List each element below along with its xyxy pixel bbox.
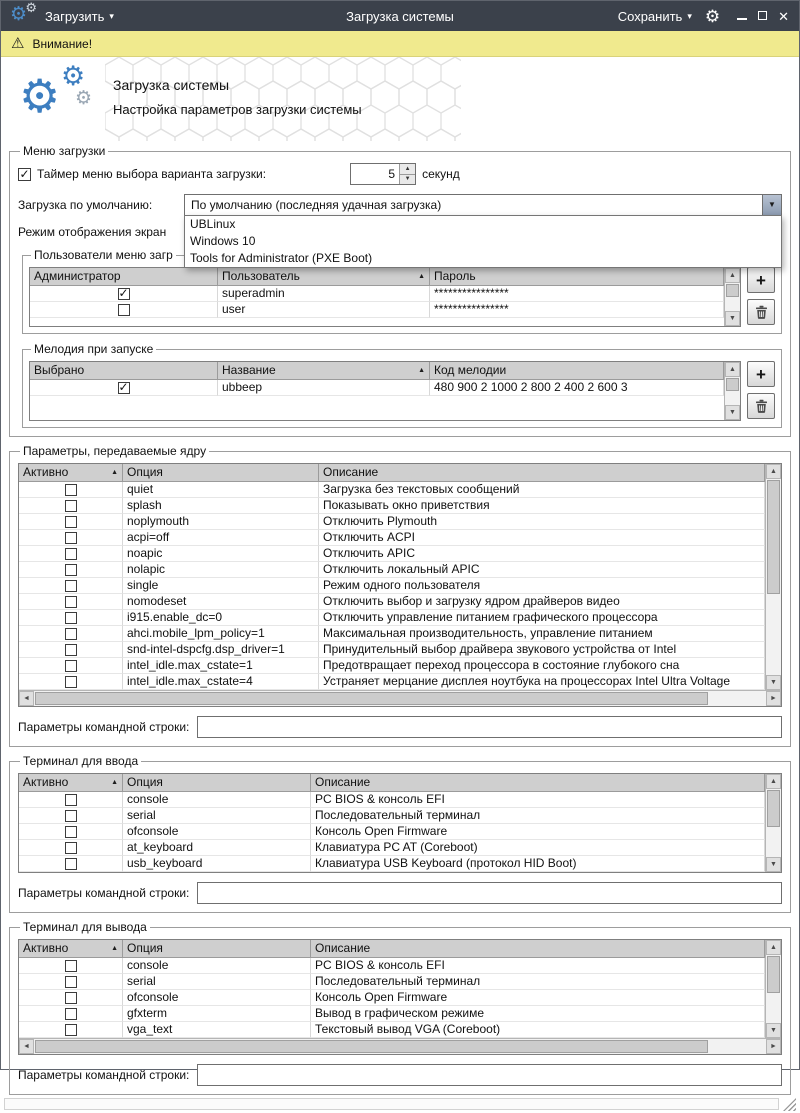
option-cell[interactable]: serial bbox=[123, 808, 311, 824]
default-boot-label: Загрузка по умолчанию: bbox=[18, 198, 178, 212]
melody-name-cell[interactable]: ubbeep bbox=[218, 380, 430, 396]
option-cell[interactable]: nomodeset bbox=[123, 594, 319, 610]
scroll-left-button[interactable] bbox=[19, 691, 34, 706]
active-cell[interactable] bbox=[19, 610, 123, 626]
column-header-option[interactable]: Опция bbox=[123, 774, 311, 792]
column-header-option[interactable]: Опция bbox=[123, 940, 311, 958]
active-cell[interactable] bbox=[19, 990, 123, 1006]
terminal-option-checkbox[interactable] bbox=[65, 794, 77, 806]
gear-icon: ⚙ bbox=[75, 89, 92, 108]
dropdown-option[interactable]: UBLinux bbox=[185, 216, 781, 233]
minimize-button[interactable] bbox=[737, 9, 747, 23]
column-header-password[interactable]: Пароль bbox=[430, 268, 724, 286]
sort-asc-icon: ▲ bbox=[111, 779, 118, 786]
active-cell[interactable] bbox=[19, 808, 123, 824]
terminal-option-checkbox[interactable] bbox=[65, 976, 77, 988]
kernel-option-checkbox[interactable] bbox=[65, 516, 77, 528]
scrollbar-track[interactable] bbox=[34, 1039, 766, 1054]
terminal-option-checkbox[interactable] bbox=[65, 826, 77, 838]
sort-asc-icon: ▲ bbox=[111, 945, 118, 952]
terminal-option-checkbox[interactable] bbox=[65, 960, 77, 972]
minimize-icon bbox=[737, 18, 747, 20]
option-cell[interactable]: acpi=off bbox=[123, 530, 319, 546]
description-cell[interactable]: Отключить ACPI bbox=[319, 530, 765, 546]
timer-unit-label: секунд bbox=[422, 167, 460, 181]
active-cell[interactable] bbox=[19, 562, 123, 578]
description-cell[interactable]: Консоль Open Firmware bbox=[311, 990, 765, 1006]
dropdown-option[interactable]: Windows 10 bbox=[185, 233, 781, 250]
titlebar bbox=[1, 1, 799, 31]
vertical-scrollbar[interactable] bbox=[765, 464, 781, 690]
description-cell[interactable]: Текстовый вывод VGA (Coreboot) bbox=[311, 1022, 765, 1038]
scrollbar-thumb[interactable] bbox=[726, 378, 739, 391]
gear-icon: ⚙ bbox=[19, 73, 60, 119]
active-cell[interactable] bbox=[19, 658, 123, 674]
description-cell[interactable]: Клавиатура PC AT (Coreboot) bbox=[311, 840, 765, 856]
option-cell[interactable]: splash bbox=[123, 498, 319, 514]
terminal-option-checkbox[interactable] bbox=[65, 810, 77, 822]
kernel-option-checkbox[interactable] bbox=[65, 596, 77, 608]
trash-icon bbox=[755, 399, 768, 413]
scrollbar-thumb[interactable] bbox=[767, 790, 780, 827]
hexagon-pattern-decoration bbox=[105, 57, 461, 141]
column-header-description[interactable]: Описание bbox=[311, 940, 765, 958]
active-cell[interactable] bbox=[19, 482, 123, 498]
cmdline-label: Параметры командной строки: bbox=[18, 886, 189, 900]
description-cell[interactable]: Консоль Open Firmware bbox=[311, 824, 765, 840]
password-cell[interactable]: **************** bbox=[430, 302, 724, 318]
column-header-admin[interactable]: Администратор bbox=[30, 268, 218, 286]
timer-checkbox[interactable] bbox=[18, 168, 31, 181]
active-cell[interactable] bbox=[19, 578, 123, 594]
kernel-params-legend: Параметры, передаваемые ядру bbox=[20, 444, 209, 458]
melody-checkbox[interactable] bbox=[118, 382, 130, 394]
kernel-option-checkbox[interactable] bbox=[65, 580, 77, 592]
column-header-user[interactable]: Пользователь ▲ bbox=[218, 268, 430, 286]
description-cell[interactable]: Максимальная производительность, управление питанием bbox=[319, 626, 765, 642]
scroll-down-button[interactable] bbox=[725, 405, 740, 420]
app-logo-gears-icon bbox=[11, 4, 37, 28]
scrollbar-track[interactable] bbox=[766, 955, 781, 1023]
input-terminal-section bbox=[9, 754, 791, 913]
description-cell[interactable]: PC BIOS & консоль EFI bbox=[311, 792, 765, 808]
kernel-params-section bbox=[9, 444, 791, 747]
scrollbar-thumb[interactable] bbox=[767, 956, 780, 993]
terminal-option-checkbox[interactable] bbox=[65, 858, 77, 870]
kernel-option-checkbox[interactable] bbox=[65, 484, 77, 496]
scrollbar-thumb[interactable] bbox=[35, 692, 708, 705]
option-cell[interactable]: usb_keyboard bbox=[123, 856, 311, 872]
scroll-up-button[interactable] bbox=[725, 268, 740, 283]
active-cell[interactable] bbox=[19, 974, 123, 990]
option-cell[interactable]: quiet bbox=[123, 482, 319, 498]
admin-cell[interactable] bbox=[30, 286, 218, 302]
description-cell[interactable]: Отключить APIC bbox=[319, 546, 765, 562]
add-user-button[interactable] bbox=[747, 267, 775, 293]
output-terminal-section bbox=[9, 920, 791, 1095]
active-cell[interactable] bbox=[19, 958, 123, 974]
option-cell[interactable]: gfxterm bbox=[123, 1006, 311, 1022]
gear-icon: ⚙ bbox=[61, 63, 85, 90]
boot-users-legend: Пользователи меню загр bbox=[31, 248, 176, 262]
melody-legend: Мелодия при запуске bbox=[31, 342, 156, 356]
kernel-params-table bbox=[18, 463, 782, 707]
delete-melody-button[interactable] bbox=[747, 393, 775, 419]
kernel-option-checkbox[interactable] bbox=[65, 612, 77, 624]
option-cell[interactable]: single bbox=[123, 578, 319, 594]
column-header-description[interactable]: Описание bbox=[319, 464, 765, 482]
active-cell[interactable] bbox=[19, 514, 123, 530]
terminal-option-checkbox[interactable] bbox=[65, 1008, 77, 1020]
cmdline-label: Параметры командной строки: bbox=[18, 1068, 189, 1082]
melody-section bbox=[22, 342, 782, 428]
spinner-up-button[interactable]: ▲ bbox=[400, 164, 415, 175]
output-terminal-legend: Терминал для вывода bbox=[20, 920, 150, 934]
output-terminal-table bbox=[18, 939, 782, 1055]
active-cell[interactable] bbox=[19, 792, 123, 808]
maximize-button[interactable] bbox=[758, 9, 767, 23]
close-button[interactable]: ✕ bbox=[778, 10, 789, 23]
scroll-up-button[interactable] bbox=[766, 464, 781, 479]
boot-menu-section bbox=[9, 144, 791, 437]
active-cell[interactable] bbox=[19, 594, 123, 610]
active-cell[interactable] bbox=[19, 546, 123, 562]
admin-checkbox[interactable] bbox=[118, 304, 130, 316]
sort-asc-icon: ▲ bbox=[111, 469, 118, 476]
status-bar bbox=[1, 1095, 799, 1113]
kernel-option-checkbox[interactable] bbox=[65, 676, 77, 688]
user-cell[interactable]: user bbox=[218, 302, 430, 318]
scroll-down-button[interactable] bbox=[766, 1023, 781, 1038]
page-title: Загрузка системы bbox=[113, 77, 229, 93]
option-cell[interactable]: console bbox=[123, 958, 311, 974]
scroll-down-button[interactable] bbox=[725, 311, 740, 326]
description-cell[interactable]: Клавиатура USB Keyboard (протокол HID Boot) bbox=[311, 856, 765, 872]
kernel-option-checkbox[interactable] bbox=[65, 564, 77, 576]
terminal-option-checkbox[interactable] bbox=[65, 1024, 77, 1036]
save-menu-label: Сохранить bbox=[618, 9, 683, 24]
titlebar-right bbox=[454, 8, 789, 25]
description-cell[interactable]: Загрузка без текстовых сообщений bbox=[319, 482, 765, 498]
melody-selected-cell[interactable] bbox=[30, 380, 218, 396]
melody-table-area bbox=[29, 361, 775, 421]
sort-asc-icon: ▲ bbox=[418, 367, 425, 374]
option-cell[interactable]: ofconsole bbox=[123, 990, 311, 1006]
combobox-dropdown-button[interactable] bbox=[762, 195, 781, 215]
trash-icon bbox=[755, 305, 768, 319]
input-terminal-table bbox=[18, 773, 782, 873]
scroll-right-button[interactable] bbox=[766, 1039, 781, 1054]
option-cell[interactable]: console bbox=[123, 792, 311, 808]
active-cell[interactable] bbox=[19, 498, 123, 514]
maximize-icon bbox=[758, 11, 767, 20]
load-menu-label: Загрузить bbox=[45, 9, 104, 24]
option-cell[interactable]: noplymouth bbox=[123, 514, 319, 530]
description-cell[interactable]: Принудительный выбор драйвера звукового устройства от Intel bbox=[319, 642, 765, 658]
column-header-option[interactable]: Опция bbox=[123, 464, 319, 482]
description-cell[interactable]: Отключить локальный APIC bbox=[319, 562, 765, 578]
active-cell[interactable] bbox=[19, 674, 123, 690]
description-cell[interactable]: Отключить Plymouth bbox=[319, 514, 765, 530]
timer-value: 5 bbox=[351, 164, 399, 184]
main-content bbox=[1, 141, 799, 1095]
timer-label: Таймер меню выбора варианта загрузки: bbox=[37, 167, 266, 181]
melody-code-cell[interactable]: 480 900 2 1000 2 800 2 400 2 600 3 bbox=[430, 380, 724, 396]
terminal-option-checkbox[interactable] bbox=[65, 842, 77, 854]
admin-cell[interactable] bbox=[30, 302, 218, 318]
active-cell[interactable] bbox=[19, 626, 123, 642]
scroll-up-button[interactable] bbox=[725, 362, 740, 377]
kernel-option-checkbox[interactable] bbox=[65, 500, 77, 512]
vertical-scrollbar[interactable] bbox=[765, 940, 781, 1038]
scrollbar-track[interactable] bbox=[725, 283, 740, 311]
scrollbar-track[interactable] bbox=[766, 789, 781, 857]
settings-gear-icon[interactable]: ⚙ bbox=[705, 8, 720, 25]
active-cell[interactable] bbox=[19, 824, 123, 840]
horizontal-scrollbar[interactable] bbox=[19, 1038, 781, 1054]
dropdown-arrow-icon: ▼ bbox=[768, 201, 776, 209]
column-header-melody-code[interactable]: Код мелодии bbox=[430, 362, 724, 380]
gear-icon: ⚙ bbox=[25, 1, 37, 14]
option-cell[interactable]: at_keyboard bbox=[123, 840, 311, 856]
active-cell[interactable] bbox=[19, 1006, 123, 1022]
input-terminal-cmdline-input[interactable] bbox=[197, 882, 782, 904]
terminal-option-checkbox[interactable] bbox=[65, 992, 77, 1004]
default-boot-combo-wrap bbox=[184, 194, 782, 216]
column-header-selected[interactable]: Выбрано bbox=[30, 362, 218, 380]
default-boot-value: По умолчанию (последняя удачная загрузка) bbox=[185, 198, 762, 212]
delete-user-button[interactable] bbox=[747, 299, 775, 325]
option-cell[interactable]: serial bbox=[123, 974, 311, 990]
default-boot-combobox[interactable] bbox=[184, 194, 782, 216]
description-cell[interactable]: Последовательный терминал bbox=[311, 808, 765, 824]
output-terminal-cmdline-input[interactable] bbox=[197, 1064, 782, 1086]
column-header-description[interactable]: Описание bbox=[311, 774, 765, 792]
input-terminal-cmdline-row bbox=[18, 882, 782, 904]
column-header-name[interactable]: Название ▲ bbox=[218, 362, 430, 380]
description-cell[interactable]: Показывать окно приветствия bbox=[319, 498, 765, 514]
scrollbar-track[interactable] bbox=[34, 691, 766, 706]
timer-row bbox=[18, 163, 782, 185]
users-table bbox=[29, 267, 741, 327]
option-cell[interactable]: intel_idle.max_cstate=4 bbox=[123, 674, 319, 690]
scrollbar-thumb[interactable] bbox=[726, 284, 739, 297]
column-header-active[interactable]: Активно ▲ bbox=[19, 464, 123, 482]
scroll-up-button[interactable] bbox=[766, 940, 781, 955]
password-cell[interactable]: **************** bbox=[430, 286, 724, 302]
kernel-cmdline-input[interactable] bbox=[197, 716, 782, 738]
users-table-area bbox=[29, 267, 775, 327]
default-boot-dropdown-list bbox=[184, 215, 782, 268]
description-cell[interactable]: Вывод в графическом режиме bbox=[311, 1006, 765, 1022]
scroll-left-button[interactable] bbox=[19, 1039, 34, 1054]
kernel-option-checkbox[interactable] bbox=[65, 644, 77, 656]
timer-spinbox[interactable] bbox=[350, 163, 416, 185]
scrollbar-thumb[interactable] bbox=[767, 480, 780, 594]
kernel-cmdline-row bbox=[18, 716, 782, 738]
melody-buttons bbox=[747, 361, 775, 419]
warning-icon: ⚠ bbox=[11, 36, 24, 51]
active-cell[interactable] bbox=[19, 530, 123, 546]
plus-icon: + bbox=[756, 366, 766, 383]
column-header-active[interactable]: Активно ▲ bbox=[19, 940, 123, 958]
scroll-down-button[interactable] bbox=[766, 675, 781, 690]
option-cell[interactable]: i915.enable_dc=0 bbox=[123, 610, 319, 626]
scroll-up-button[interactable] bbox=[766, 774, 781, 789]
titlebar-left bbox=[11, 4, 346, 28]
column-header-active[interactable]: Активно ▲ bbox=[19, 774, 123, 792]
admin-checkbox[interactable] bbox=[118, 288, 130, 300]
plus-icon: + bbox=[756, 272, 766, 289]
melody-table bbox=[29, 361, 741, 421]
option-cell[interactable]: intel_idle.max_cstate=1 bbox=[123, 658, 319, 674]
spinner-down-button[interactable]: ▼ bbox=[400, 175, 415, 185]
description-cell[interactable]: Отключить выбор и загрузку ядром драйверов видео bbox=[319, 594, 765, 610]
display-mode-label: Режим отображения экран bbox=[18, 225, 166, 239]
vertical-scrollbar[interactable] bbox=[724, 362, 740, 420]
description-cell[interactable]: Режим одного пользователя bbox=[319, 578, 765, 594]
input-terminal-legend: Терминал для ввода bbox=[20, 754, 141, 768]
window-title: Загрузка системы bbox=[346, 9, 454, 24]
option-cell[interactable]: vga_text bbox=[123, 1022, 311, 1038]
description-cell[interactable]: Предотвращает переход процессора в состояние глубокого сна bbox=[319, 658, 765, 674]
kernel-option-checkbox[interactable] bbox=[65, 532, 77, 544]
page-header bbox=[1, 57, 799, 141]
window-controls bbox=[737, 9, 789, 23]
active-cell[interactable] bbox=[19, 856, 123, 872]
option-cell[interactable]: snd-intel-dspcfg.dsp_driver=1 bbox=[123, 642, 319, 658]
horizontal-scrollbar[interactable] bbox=[19, 690, 781, 706]
vertical-scrollbar[interactable] bbox=[765, 774, 781, 872]
caret-down-icon: ▾ bbox=[687, 12, 692, 21]
boot-gears-icon bbox=[19, 65, 105, 131]
kernel-option-checkbox[interactable] bbox=[65, 660, 77, 672]
kernel-option-checkbox[interactable] bbox=[65, 628, 77, 640]
kernel-option-checkbox[interactable] bbox=[65, 548, 77, 560]
scrollbar-track[interactable] bbox=[766, 479, 781, 675]
scroll-down-button[interactable] bbox=[766, 857, 781, 872]
caret-down-icon: ▾ bbox=[109, 12, 114, 21]
gear-icon: ⚙ bbox=[10, 5, 27, 24]
description-cell[interactable]: PC BIOS & консоль EFI bbox=[311, 958, 765, 974]
option-cell[interactable]: ahci.mobile_lpm_policy=1 bbox=[123, 626, 319, 642]
boot-menu-legend: Меню загрузки bbox=[20, 144, 108, 158]
add-melody-button[interactable] bbox=[747, 361, 775, 387]
user-cell[interactable]: superadmin bbox=[218, 286, 430, 302]
dropdown-option[interactable]: Tools for Administrator (PXE Boot) bbox=[185, 250, 781, 267]
active-cell[interactable] bbox=[19, 840, 123, 856]
page-subtitle: Настройка параметров загрузки системы bbox=[113, 102, 362, 117]
scrollbar-thumb[interactable] bbox=[35, 1040, 708, 1053]
scrollbar-track[interactable] bbox=[725, 377, 740, 405]
option-cell[interactable]: ofconsole bbox=[123, 824, 311, 840]
save-menu-button[interactable] bbox=[618, 9, 692, 24]
status-field bbox=[4, 1098, 779, 1110]
description-cell[interactable]: Отключить управление питанием графического процессора bbox=[319, 610, 765, 626]
default-boot-row bbox=[18, 194, 782, 216]
output-terminal-cmdline-row bbox=[18, 1064, 782, 1086]
load-menu-button[interactable] bbox=[45, 9, 114, 24]
timer-spinner-buttons bbox=[399, 164, 415, 184]
scroll-right-button[interactable] bbox=[766, 691, 781, 706]
option-cell[interactable]: nolapic bbox=[123, 562, 319, 578]
vertical-scrollbar[interactable] bbox=[724, 268, 740, 326]
active-cell[interactable] bbox=[19, 1022, 123, 1038]
users-buttons bbox=[747, 267, 775, 325]
warning-bar bbox=[1, 31, 799, 57]
sort-asc-icon: ▲ bbox=[418, 273, 425, 280]
cmdline-label: Параметры командной строки: bbox=[18, 720, 189, 734]
description-cell[interactable]: Последовательный терминал bbox=[311, 974, 765, 990]
warning-text: Внимание! bbox=[32, 37, 92, 51]
option-cell[interactable]: noapic bbox=[123, 546, 319, 562]
resize-grip[interactable] bbox=[783, 1098, 796, 1111]
active-cell[interactable] bbox=[19, 642, 123, 658]
description-cell[interactable]: Устраняет мерцание дисплея ноутбука на процессорах Intel Ultra Voltage bbox=[319, 674, 765, 690]
